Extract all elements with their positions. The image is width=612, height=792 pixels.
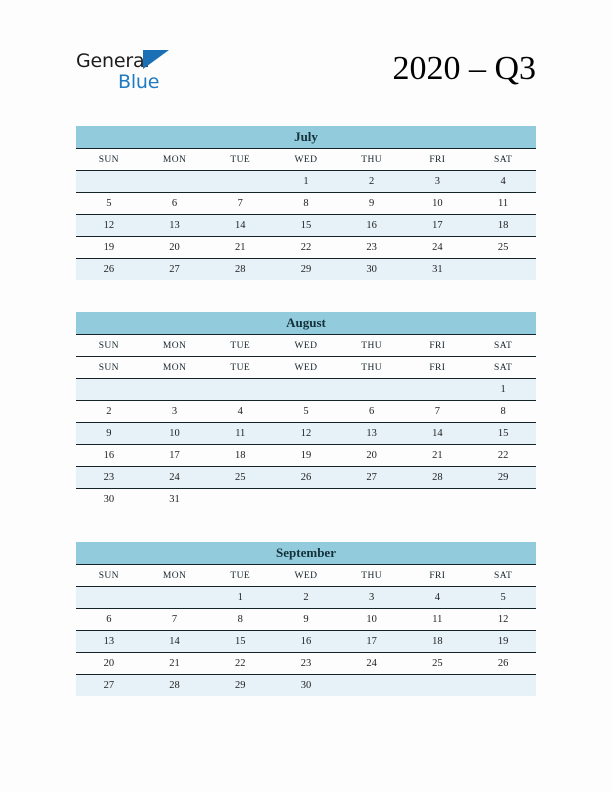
week-row (76, 489, 536, 511)
month-grid (76, 334, 536, 510)
day-cell-empty (273, 379, 339, 401)
day-cell[interactable]: 19 (76, 237, 142, 259)
week-row (76, 675, 536, 697)
week-row (76, 631, 536, 653)
day-cell[interactable]: 27 (142, 259, 208, 281)
day-cell[interactable]: 26 (76, 259, 142, 281)
day-cell[interactable]: 11 (470, 193, 536, 215)
day-cell[interactable]: 14 (207, 215, 273, 237)
day-cell[interactable]: 30 (339, 259, 405, 281)
day-cell[interactable]: 12 (76, 215, 142, 237)
day-cell-empty (142, 171, 208, 193)
week-row (76, 587, 536, 609)
day-cell[interactable]: 29 (470, 467, 536, 489)
week-row (76, 423, 536, 445)
day-cell-empty (76, 379, 142, 401)
weekday-header-wed: WED (273, 565, 339, 587)
weekday-header-tue: TUE (207, 149, 273, 171)
month-title: July (76, 126, 536, 148)
day-cell[interactable]: 22 (207, 653, 273, 675)
week-row (76, 609, 536, 631)
weekday-header-mon: MON (142, 357, 208, 379)
weekday-header-fri: FRI (405, 565, 471, 587)
day-cell[interactable]: 15 (273, 215, 339, 237)
day-cell[interactable]: 16 (76, 445, 142, 467)
day-cell[interactable]: 8 (207, 609, 273, 631)
weekday-header-tue: TUE (207, 357, 273, 379)
day-cell-empty (76, 587, 142, 609)
weekday-header-row (76, 149, 536, 171)
weekday-header-sat: SAT (470, 357, 536, 379)
day-cell[interactable]: 17 (339, 631, 405, 653)
day-cell[interactable]: 22 (273, 237, 339, 259)
weekday-header-thu: THU (339, 149, 405, 171)
page-title: 2020 – Q3 (392, 50, 536, 87)
week-row (76, 379, 536, 401)
day-cell[interactable]: 20 (339, 445, 405, 467)
weekday-header-mon: MON (142, 335, 208, 357)
day-cell[interactable]: 11 (207, 423, 273, 445)
day-cell-empty (273, 489, 339, 511)
weekday-header-sun: SUN (76, 357, 142, 379)
weekday-header-sat: SAT (470, 565, 536, 587)
day-cell[interactable]: 15 (207, 631, 273, 653)
day-cell[interactable]: 4 (405, 587, 471, 609)
day-cell[interactable]: 4 (470, 171, 536, 193)
weekday-header-wed: WED (273, 357, 339, 379)
weekday-header-sat: SAT (470, 335, 536, 357)
weekday-header-fri: FRI (405, 335, 471, 357)
week-row (76, 445, 536, 467)
day-cell[interactable]: 8 (273, 193, 339, 215)
day-cell[interactable]: 9 (76, 423, 142, 445)
weekday-header-thu: THU (339, 357, 405, 379)
day-cell[interactable]: 5 (76, 193, 142, 215)
day-cell[interactable]: 31 (142, 489, 208, 511)
calendar-container (76, 126, 536, 696)
day-cell[interactable]: 30 (76, 489, 142, 511)
day-cell[interactable]: 23 (273, 653, 339, 675)
day-cell[interactable]: 23 (76, 467, 142, 489)
logo-text-blue: Blue (118, 71, 160, 93)
day-cell-empty (405, 489, 471, 511)
day-cell-empty (405, 675, 471, 697)
weekday-header-row (76, 357, 536, 379)
day-cell[interactable]: 11 (405, 609, 471, 631)
week-row (76, 193, 536, 215)
day-cell[interactable]: 31 (405, 259, 471, 281)
weekday-header-thu: THU (339, 335, 405, 357)
weekday-header-fri: FRI (405, 149, 471, 171)
day-cell[interactable]: 24 (405, 237, 471, 259)
day-cell[interactable]: 27 (339, 467, 405, 489)
month-grid (76, 564, 536, 696)
day-cell[interactable]: 10 (142, 423, 208, 445)
weekday-header-wed: WED (273, 149, 339, 171)
day-cell[interactable]: 21 (405, 445, 471, 467)
week-row (76, 653, 536, 675)
day-cell[interactable]: 10 (405, 193, 471, 215)
day-cell[interactable]: 19 (273, 445, 339, 467)
day-cell[interactable]: 7 (142, 609, 208, 631)
month-title: September (76, 542, 536, 564)
day-cell[interactable]: 21 (207, 237, 273, 259)
week-row (76, 401, 536, 423)
month-grid (76, 148, 536, 280)
day-cell[interactable]: 1 (207, 587, 273, 609)
day-cell[interactable]: 29 (273, 259, 339, 281)
day-cell[interactable]: 19 (470, 631, 536, 653)
week-row (76, 171, 536, 193)
day-cell[interactable]: 28 (405, 467, 471, 489)
day-cell[interactable]: 30 (273, 675, 339, 697)
day-cell[interactable]: 17 (142, 445, 208, 467)
weekday-header-wed: WED (273, 335, 339, 357)
day-cell[interactable]: 28 (142, 675, 208, 697)
day-cell[interactable]: 25 (470, 237, 536, 259)
day-cell[interactable]: 14 (405, 423, 471, 445)
day-cell[interactable]: 21 (142, 653, 208, 675)
day-cell[interactable]: 7 (207, 193, 273, 215)
day-cell[interactable]: 17 (405, 215, 471, 237)
week-row (76, 259, 536, 281)
day-cell[interactable]: 26 (470, 653, 536, 675)
day-cell-empty (207, 379, 273, 401)
day-cell[interactable]: 10 (339, 609, 405, 631)
day-cell[interactable]: 13 (339, 423, 405, 445)
month-block (76, 542, 536, 696)
day-cell[interactable]: 6 (142, 193, 208, 215)
logo-text-general: General (76, 50, 150, 72)
weekday-header-sun: SUN (76, 565, 142, 587)
weekday-header-fri: FRI (405, 357, 471, 379)
day-cell[interactable]: 25 (405, 653, 471, 675)
day-cell[interactable]: 6 (76, 609, 142, 631)
day-cell[interactable]: 9 (273, 609, 339, 631)
day-cell[interactable]: 25 (207, 467, 273, 489)
day-cell[interactable]: 29 (207, 675, 273, 697)
day-cell[interactable]: 1 (273, 171, 339, 193)
day-cell[interactable]: 2 (76, 401, 142, 423)
day-cell-empty (470, 489, 536, 511)
month-block (76, 126, 536, 280)
day-cell[interactable]: 20 (76, 653, 142, 675)
day-cell[interactable]: 24 (142, 467, 208, 489)
triangle-right-icon (143, 50, 169, 69)
day-cell[interactable]: 15 (470, 423, 536, 445)
weekday-header-row (76, 335, 536, 357)
day-cell[interactable]: 23 (339, 237, 405, 259)
day-cell-empty (76, 171, 142, 193)
day-cell[interactable]: 27 (76, 675, 142, 697)
day-cell-empty (142, 587, 208, 609)
day-cell[interactable]: 13 (142, 215, 208, 237)
day-cell[interactable]: 18 (207, 445, 273, 467)
day-cell[interactable]: 6 (339, 401, 405, 423)
day-cell[interactable]: 13 (76, 631, 142, 653)
weekday-header-mon: MON (142, 565, 208, 587)
day-cell-empty (405, 379, 471, 401)
weekday-header-mon: MON (142, 149, 208, 171)
day-cell[interactable]: 3 (339, 587, 405, 609)
day-cell[interactable]: 1 (470, 379, 536, 401)
day-cell[interactable]: 14 (142, 631, 208, 653)
day-cell[interactable]: 3 (405, 171, 471, 193)
day-cell[interactable]: 22 (470, 445, 536, 467)
weekday-header-thu: THU (339, 565, 405, 587)
day-cell[interactable]: 7 (405, 401, 471, 423)
day-cell-empty (207, 489, 273, 511)
day-cell[interactable]: 5 (273, 401, 339, 423)
weekday-header-row (76, 565, 536, 587)
brand-logo[interactable] (76, 46, 186, 102)
day-cell[interactable]: 12 (470, 609, 536, 631)
day-cell[interactable]: 26 (273, 467, 339, 489)
weekday-header-sun: SUN (76, 335, 142, 357)
month-title: August (76, 312, 536, 334)
day-cell[interactable]: 2 (339, 171, 405, 193)
day-cell[interactable]: 8 (470, 401, 536, 423)
week-row (76, 215, 536, 237)
week-row (76, 237, 536, 259)
weekday-header-tue: TUE (207, 335, 273, 357)
day-cell-empty (142, 379, 208, 401)
week-row (76, 467, 536, 489)
day-cell[interactable]: 4 (207, 401, 273, 423)
day-cell-empty (339, 489, 405, 511)
weekday-header-sun: SUN (76, 149, 142, 171)
day-cell[interactable]: 16 (339, 215, 405, 237)
day-cell-empty (470, 675, 536, 697)
day-cell-empty (339, 379, 405, 401)
day-cell[interactable]: 18 (470, 215, 536, 237)
day-cell-empty (207, 171, 273, 193)
day-cell[interactable]: 2 (273, 587, 339, 609)
day-cell[interactable]: 9 (339, 193, 405, 215)
day-cell[interactable]: 24 (339, 653, 405, 675)
weekday-header-sat: SAT (470, 149, 536, 171)
weekday-header-tue: TUE (207, 565, 273, 587)
day-cell[interactable]: 20 (142, 237, 208, 259)
day-cell[interactable]: 3 (142, 401, 208, 423)
day-cell[interactable]: 5 (470, 587, 536, 609)
day-cell[interactable]: 28 (207, 259, 273, 281)
day-cell-empty (339, 675, 405, 697)
page-header (76, 46, 536, 102)
day-cell-empty (470, 259, 536, 281)
day-cell[interactable]: 16 (273, 631, 339, 653)
day-cell[interactable]: 12 (273, 423, 339, 445)
month-block (76, 312, 536, 510)
day-cell[interactable]: 18 (405, 631, 471, 653)
